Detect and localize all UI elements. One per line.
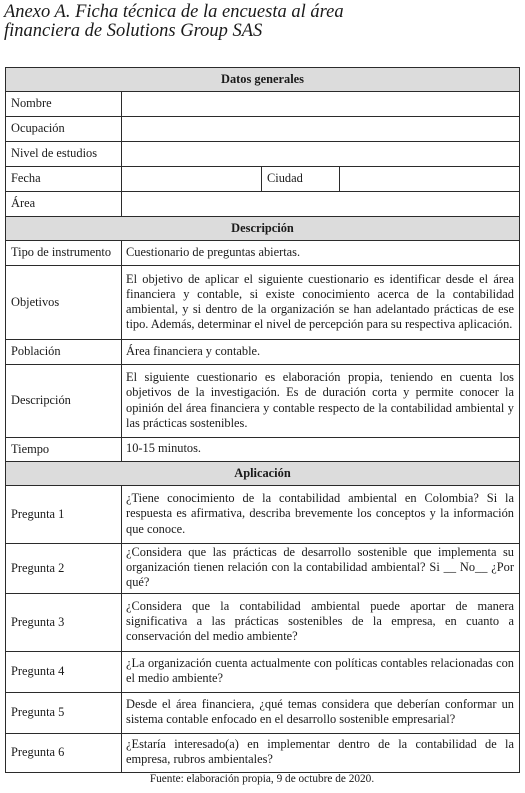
row-text: 10-15 minutos. [122, 438, 520, 462]
row-text: El objetivo de aplicar el siguiente cuestionario es identificar desde el área financiera y contable, si existe conocimiento acerca de la contabilidad ambiental, y si dentro de la organización se han adelantado prácticas de ese tipo. Además, determinar el nivel de percepción para su respectiva aplicación. [122, 266, 520, 340]
section-header-descripcion: Descripción [6, 217, 520, 241]
question-label: Pregunta 6 [6, 733, 122, 772]
row-label: Descripción [6, 365, 122, 438]
table-row [6, 241, 520, 266]
table-row [6, 266, 520, 340]
field-value-ciudad [340, 167, 520, 192]
field-value-fecha [122, 167, 262, 192]
row-label: Población [6, 340, 122, 365]
table-row [6, 167, 520, 192]
field-value-nivel-estudios [122, 142, 520, 167]
question-label: Pregunta 4 [6, 651, 122, 692]
table-row [6, 192, 520, 217]
field-label-nivel-estudios: Nivel de estudios [6, 142, 122, 167]
question-text: Desde el área financiera, ¿qué temas considera que deberían conformar un sistema contable enfocado en el desarrollo sostenible empresarial? [122, 692, 520, 733]
question-label: Pregunta 2 [6, 544, 122, 594]
title-line-2: financiera de Solutions Group SAS [4, 21, 263, 41]
table-row [6, 486, 520, 544]
table-row [6, 651, 520, 692]
row-text: El siguiente cuestionario es elaboración propia, teniendo en cuenta los objetivos de la investigación. Es de duración corta y permite conocer la opinión del área financiera y contable respecto de la contabilidad ambiental y las prácticas sostenibles. [122, 365, 520, 438]
field-label-nombre: Nombre [6, 92, 122, 117]
table-row [6, 593, 520, 651]
section-header-aplicacion: Aplicación [6, 462, 520, 486]
question-text: ¿Considera que la contabilidad ambiental puede aportar de manera significativa a las prácticas sostenibles de la empresa, en cuanto a conservación del medio ambiente? [122, 593, 520, 651]
section-header-datos-generales: Datos generales [6, 68, 520, 92]
survey-technical-sheet-table [5, 67, 520, 773]
document-title [4, 3, 519, 41]
question-text: ¿Tiene conocimiento de la contabilidad ambiental en Colombia? Si la respuesta es afirmativa, describa brevemente los conceptos y la información que conoce. [122, 486, 520, 544]
question-label: Pregunta 1 [6, 486, 122, 544]
table-row [6, 117, 520, 142]
field-label-area: Área [6, 192, 122, 217]
table-row [6, 340, 520, 365]
table-row [6, 544, 520, 594]
table-row [6, 142, 520, 167]
question-label: Pregunta 5 [6, 692, 122, 733]
field-label-ciudad: Ciudad [262, 167, 340, 192]
row-text: Cuestionario de preguntas abiertas. [122, 241, 520, 266]
section-header-row [6, 68, 520, 92]
table-row [6, 692, 520, 733]
question-text: ¿La organización cuenta actualmente con políticas contables relacionadas con el medio ambiente? [122, 651, 520, 692]
source-note: Fuente: elaboración propia, 9 de octubre de 2020. [149, 773, 375, 785]
field-value-ocupacion [122, 117, 520, 142]
row-text: Área financiera y contable. [122, 340, 520, 365]
section-header-row [6, 217, 520, 241]
question-text: ¿Estaría interesado(a) en implementar dentro de la contabilidad de la empresa, rubros ambientales? [122, 733, 520, 772]
field-label-ocupacion: Ocupación [6, 117, 122, 142]
row-label: Objetivos [6, 266, 122, 340]
field-value-nombre [122, 92, 520, 117]
title-line-1: Anexo A. Ficha técnica de la encuesta al área [4, 2, 344, 22]
table-row [6, 438, 520, 462]
table-row [6, 92, 520, 117]
table-row [6, 365, 520, 438]
field-value-area [122, 192, 520, 217]
row-label: Tiempo [6, 438, 122, 462]
field-label-fecha: Fecha [6, 167, 122, 192]
question-text: ¿Considera que las prácticas de desarrollo sostenible que implementa su organización tienen relación con la contabilidad ambiental? Si __ No__ ¿Por qué? [122, 544, 520, 594]
question-label: Pregunta 3 [6, 593, 122, 651]
section-header-row [6, 462, 520, 486]
row-label: Tipo de instrumento [6, 241, 122, 266]
table-row [6, 733, 520, 772]
